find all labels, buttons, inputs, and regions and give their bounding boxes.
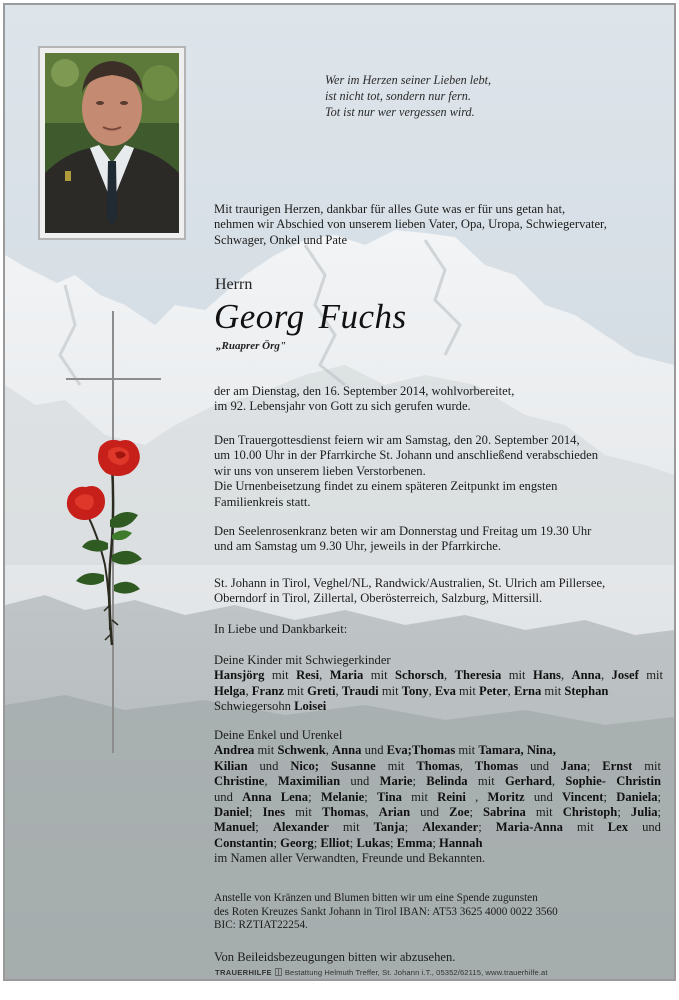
connector-text: mit <box>455 683 479 698</box>
family-member-name: Helga <box>214 683 246 698</box>
connector-text: mit <box>632 758 662 773</box>
places-paragraph <box>214 576 605 607</box>
connector-text: ; <box>469 805 484 820</box>
grandchildren-line <box>214 805 661 820</box>
connector-text: ; <box>603 789 617 804</box>
text-line: des Roten Kreuzes Sankt Johann in Tirol IBAN: AT53 3625 4000 0022 3560 <box>214 905 558 918</box>
family-member-name: Ernst <box>602 758 633 773</box>
connector-text: ; <box>313 835 321 850</box>
grandchildren-section <box>214 728 661 867</box>
children-line <box>214 668 663 683</box>
connector-text: ; <box>432 835 440 850</box>
connector-text: mit <box>284 805 322 820</box>
family-member-name: Christoph <box>562 805 618 820</box>
family-member-name: Lukas <box>356 835 391 850</box>
family-member-name: Susanne <box>330 758 376 773</box>
children-section <box>214 653 663 715</box>
connector-text: , <box>459 758 475 773</box>
family-member-name: Alexander <box>422 820 479 835</box>
connector-text: mit <box>375 758 417 773</box>
connector-text: ; <box>255 820 273 835</box>
family-member-name: Moritz <box>487 789 525 804</box>
grandchildren-line <box>214 743 661 758</box>
family-member-name: Sophie- Christin <box>565 774 662 789</box>
connector-text: , <box>325 743 333 758</box>
connector-text: Schwiegersohn <box>214 699 295 714</box>
family-member-name: Georg <box>280 835 314 850</box>
family-member-name: Erna <box>513 683 542 698</box>
family-member-name: Thomas <box>411 743 456 758</box>
family-member-name: Reini <box>437 789 466 804</box>
connector-text: mit <box>328 820 374 835</box>
family-member-name: Christine <box>214 774 265 789</box>
connector-text: mit <box>525 805 563 820</box>
grandchildren-heading: Deine Enkel und Urenkel <box>214 728 343 742</box>
connector-text: und <box>361 743 387 758</box>
connector-text: und <box>518 758 561 773</box>
connector-text: ; <box>586 758 603 773</box>
connector-text: und <box>628 820 661 835</box>
connector-text: und <box>340 774 380 789</box>
first-name: Georg <box>214 297 305 336</box>
family-member-name: Josef <box>611 668 639 683</box>
cross-horizontal-beam <box>66 378 161 380</box>
connector-text: mit <box>638 668 664 683</box>
text-line: und am Samstag um 9.30 Uhr, jeweils in der Pfarrkirche. <box>214 539 501 554</box>
family-member-name: Stephan <box>564 683 609 698</box>
family-member-name: Maria <box>329 668 364 683</box>
text-line: St. Johann in Tirol, Veghel/NL, Randwick/Australien, St. Ulrich am Pillersee, <box>214 576 606 590</box>
grandchildren-line <box>214 774 661 789</box>
family-member-name: Hansjörg <box>214 668 265 683</box>
connector-text: und <box>247 758 291 773</box>
connector-text: ; <box>349 835 357 850</box>
family-member-name: Tamara, Nina, <box>478 743 556 758</box>
upper-rose <box>98 440 140 476</box>
connector-text: , <box>245 683 252 698</box>
connector-text: mit <box>283 683 308 698</box>
condolences-note: Von Beileidsbezeugungen bitten wir abzusehen. <box>214 950 456 964</box>
family-member-name: Maximilian <box>277 774 341 789</box>
family-member-name: Vincent <box>561 789 604 804</box>
connector-text: ; <box>657 789 662 804</box>
text-line: Anstelle von Kränzen und Blumen bitten wir um eine Spende zugunsten <box>214 892 538 904</box>
family-member-name: Tanja <box>373 820 405 835</box>
intro-line: Schwager, Onkel und Pate <box>214 232 348 247</box>
family-member-name: Jana <box>560 758 587 773</box>
family-member-name: Nico; <box>290 758 319 773</box>
family-member-name: Marie <box>379 774 413 789</box>
children-line <box>214 684 663 699</box>
family-member-name: Resi <box>296 668 320 683</box>
portrait-image <box>45 53 179 233</box>
motto-line: Tot ist nur wer vergessen wird. <box>325 105 475 119</box>
family-member-name: Daniela <box>616 789 658 804</box>
lower-rose <box>67 486 105 520</box>
family-member-name: Constantin <box>214 835 274 850</box>
family-member-name: Gerhard <box>505 774 552 789</box>
connector-text: , <box>600 668 612 683</box>
connector-text: mit <box>363 668 396 683</box>
family-member-name: Traudi <box>341 683 379 698</box>
rosary-paragraph <box>214 524 591 555</box>
intro-paragraph <box>214 202 669 248</box>
family-member-name: Daniel <box>214 805 249 820</box>
deceased-name <box>214 297 407 337</box>
connector-text <box>319 759 331 773</box>
family-member-name: Anna <box>571 668 601 683</box>
connector-text: mit <box>467 774 505 789</box>
family-member-name: Elliot <box>320 835 350 850</box>
family-member-name: Franz <box>251 683 284 698</box>
connector-text: , <box>428 683 435 698</box>
family-member-name: Anna Lena <box>242 789 309 804</box>
connector-text: ; <box>412 774 427 789</box>
connector-text: , <box>444 668 455 683</box>
intro-line: Mit traurigen Herzen, dankbar für alles Gute was er für uns getan hat, <box>214 202 566 216</box>
connector-text: ; <box>248 805 263 820</box>
family-member-name: Eva <box>434 683 456 698</box>
family-member-name: Loisei <box>294 699 327 714</box>
family-member-name: Schwenk <box>277 743 326 758</box>
grandchildren-line <box>214 836 661 851</box>
connector-text: ; <box>617 805 631 820</box>
connector-text: ; <box>273 835 281 850</box>
funeral-home-brand: TRAUERHILFE <box>215 968 272 977</box>
connector-text: ; <box>390 835 397 850</box>
connector-text: , <box>365 805 379 820</box>
family-member-name: Greti <box>307 683 336 698</box>
connector-text: ; <box>364 789 377 804</box>
family-closing: im Namen aller Verwandten, Freunde und Bekannten. <box>214 851 486 866</box>
connector-text: mit <box>541 683 565 698</box>
connector-text: mit <box>254 743 278 758</box>
text-line: Oberndorf in Tirol, Zillertal, Oberösterreich, Salzburg, Mittersill. <box>214 591 543 606</box>
connector-text: , <box>319 668 330 683</box>
family-member-name: Schorsch <box>395 668 444 683</box>
family-member-name: Theresia <box>454 668 502 683</box>
grandchildren-line <box>214 820 661 835</box>
connector-text: , <box>507 683 514 698</box>
family-member-name: Thomas <box>474 758 519 773</box>
connector-text: ; <box>308 789 321 804</box>
family-member-name: Hans <box>532 668 561 683</box>
connector-text: mit <box>401 789 438 804</box>
connector-text: und <box>410 805 450 820</box>
connector-text: mit <box>378 683 402 698</box>
connector-text: , <box>264 774 278 789</box>
funeral-home-footer <box>215 968 548 977</box>
love-and-gratitude: In Liebe und Dankbarkeit: <box>214 622 348 636</box>
text-line: Familienkreis statt. <box>214 494 311 509</box>
family-member-name: Melanie <box>320 789 365 804</box>
family-member-name: Sabrina <box>483 805 526 820</box>
funeral-home-contact: Bestattung Helmuth Treffer, St. Johann i.T., 05352/62115, www.trauerhilfe.at <box>284 968 548 977</box>
red-roses-illustration <box>60 435 155 650</box>
connector-text: , <box>551 774 566 789</box>
motto-line: ist nicht tot, sondern nur fern. <box>325 89 471 103</box>
family-member-name: Alexander <box>272 820 329 835</box>
family-member-name: Tina <box>376 789 402 804</box>
text-line: Den Trauergottesdienst feiern wir am Samstag, den 20. September 2014, <box>214 433 580 447</box>
text-line: der am Dienstag, den 16. September 2014, wohlvorbereitet, <box>214 384 515 398</box>
connector-text: mit <box>562 820 608 835</box>
text-line: BIC: RZTIAT22254. <box>214 919 308 932</box>
family-member-name: Lex <box>607 820 629 835</box>
family-member-name: Thomas <box>321 805 366 820</box>
family-member-name: Tony <box>401 683 429 698</box>
connector-text: ; <box>404 820 423 835</box>
family-member-name: Julia <box>630 805 658 820</box>
connector-text: mit <box>264 668 297 683</box>
family-member-name: Eva; <box>386 743 412 758</box>
connector-text: , <box>465 789 488 804</box>
family-member-name: Anna <box>332 743 362 758</box>
text-line: wir uns von unserem lieben Verstorbenen. <box>214 463 426 478</box>
family-member-name: Emma <box>396 835 433 850</box>
parte-card <box>3 3 676 981</box>
connector-text: und <box>214 789 243 804</box>
family-member-name: Arian <box>378 805 411 820</box>
memorial-motto <box>325 72 565 120</box>
text-line: um 10.00 Uhr in der Pfarrkirche St. Johann und anschließend verabschieden <box>214 448 599 463</box>
family-member-name: Kilian <box>214 758 248 773</box>
connector-text: und <box>524 789 562 804</box>
text-line: Die Urnenbeisetzung findet zu einem späteren Zeitpunkt im engsten <box>214 479 558 494</box>
death-notice-paragraph <box>214 384 514 415</box>
connector-text: mit <box>455 743 479 758</box>
family-member-name: Thomas <box>416 758 460 773</box>
family-member-name: Belinda <box>426 774 468 789</box>
grandchildren-line <box>214 759 661 774</box>
text-line: im 92. Lebensjahr von Gott zu sich gerufen wurde. <box>214 399 471 414</box>
nickname: „Ruaprer Örg" <box>216 340 286 352</box>
family-member-name: Ines <box>262 805 285 820</box>
portrait-photo <box>38 46 186 240</box>
family-member-name: Maria-Anna <box>495 820 563 835</box>
salutation: Herrn <box>215 276 253 293</box>
grandchildren-line <box>214 790 661 805</box>
children-heading: Deine Kinder mit Schwiegerkinder <box>214 653 391 667</box>
text-line: Den Seelenrosenkranz beten wir am Donnerstag und Freitag um 19.30 Uhr <box>214 524 592 538</box>
connector-text: ; <box>478 820 496 835</box>
connector-text: ; <box>657 805 662 820</box>
last-name: Fuchs <box>318 297 407 336</box>
family-member-name: Hannah <box>439 835 483 850</box>
family-member-name: Zoe <box>449 805 470 820</box>
funeral-paragraph <box>214 433 598 510</box>
connector-text: , <box>560 668 572 683</box>
family-member-name: Manuel <box>214 820 256 835</box>
connector-text: , <box>335 683 342 698</box>
connector-text: mit <box>501 668 533 683</box>
children-line <box>214 699 663 714</box>
funeral-home-logo-icon <box>275 968 282 976</box>
family-member-name: Peter <box>479 683 508 698</box>
motto-line: Wer im Herzen seiner Lieben lebt, <box>325 73 492 87</box>
donation-paragraph <box>214 892 558 933</box>
family-member-name: Andrea <box>214 743 255 758</box>
intro-line: nehmen wir Abschied von unserem lieben Vater, Opa, Uropa, Schwiegervater, <box>214 217 607 232</box>
